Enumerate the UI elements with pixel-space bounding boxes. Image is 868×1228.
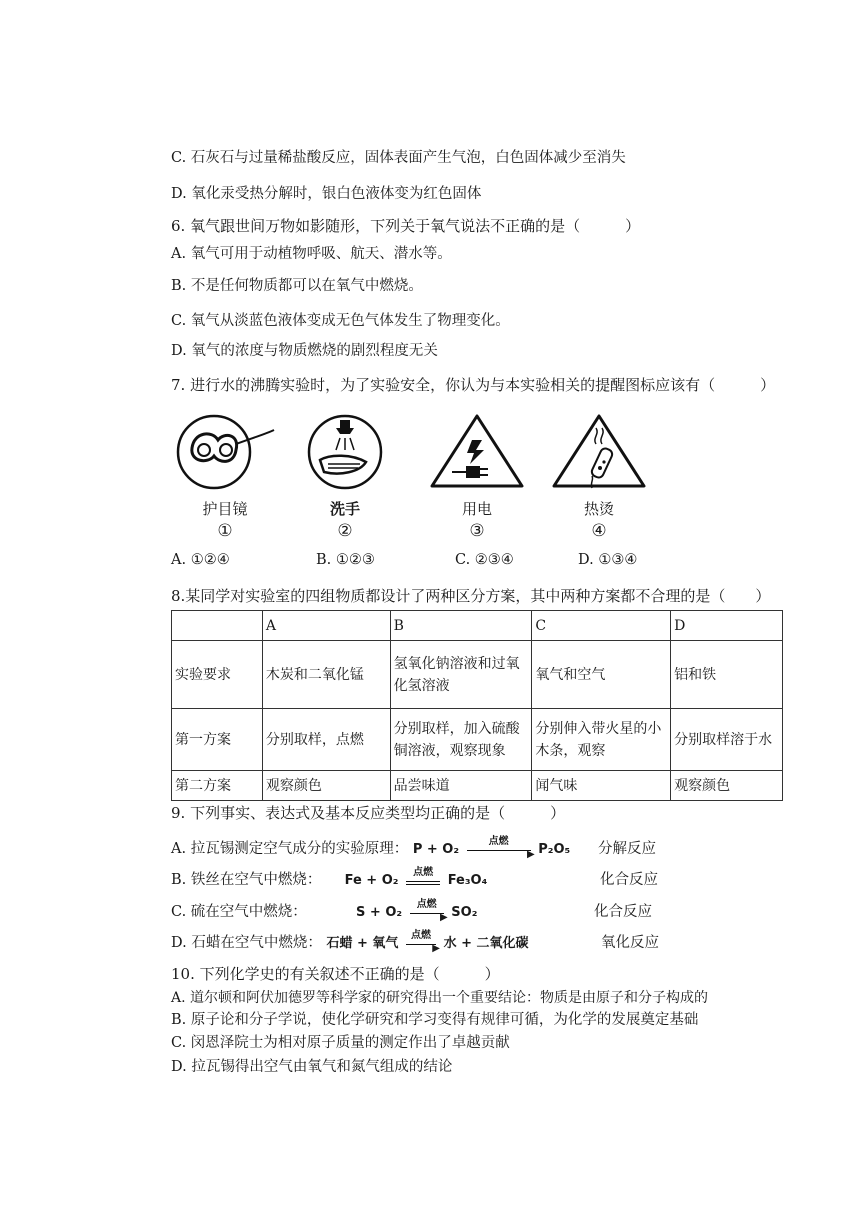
table-cell: 分别伸入带火星的小木条，观察 bbox=[532, 709, 671, 771]
equation-right: 水 + 二氧化碳 bbox=[443, 936, 529, 951]
q7-option-b: B. ①②③ bbox=[316, 552, 375, 568]
q7-icon-4 bbox=[544, 410, 654, 541]
q7-icon-label-4: 热烫 bbox=[583, 500, 614, 518]
equation-right: Fe₃O₄ bbox=[447, 873, 488, 888]
q9-option-d bbox=[171, 930, 529, 954]
q9-option-b bbox=[171, 867, 488, 891]
q9-option-c bbox=[171, 899, 478, 923]
q7-icon-num-4: ④ bbox=[591, 521, 607, 541]
hot-hazard-icon bbox=[544, 410, 654, 492]
q9-option-c-label: C. 硫在空气中燃烧： bbox=[171, 904, 307, 920]
electric-hazard-icon bbox=[422, 410, 532, 492]
table-cell: B bbox=[390, 611, 532, 641]
table-cell: A bbox=[262, 611, 390, 641]
q6-option-b: B. 不是任何物质都可以在氧气中燃烧。 bbox=[171, 278, 423, 294]
q8-table bbox=[171, 610, 783, 801]
equation-left: P + O₂ bbox=[412, 842, 460, 857]
table-cell: 分别取样，加入硫酸铜溶液，观察现象 bbox=[390, 709, 532, 771]
q7-icon-label-1: 护目镜 bbox=[202, 500, 248, 518]
q8-stem: 8.某同学对实验室的四组物质都设计了两种区分方案，其中两种方案都不合理的是（ ） bbox=[171, 587, 771, 605]
q7-option-a: A. ①②④ bbox=[171, 552, 230, 568]
equation-left: Fe + O₂ bbox=[344, 873, 399, 888]
q10-option-b: B. 原子论和分子学说，使化学研究和学习变得有规律可循，为化学的发展奠定基础 bbox=[171, 1012, 699, 1028]
q7-option-d: D. ①③④ bbox=[578, 552, 638, 568]
equation-right: SO₂ bbox=[451, 905, 478, 920]
table-cell: C bbox=[532, 611, 671, 641]
q9-option-d-type: 氧化反应 bbox=[601, 935, 659, 951]
q7-icon-num-3: ③ bbox=[469, 521, 485, 541]
table-cell: 分别取样溶于水 bbox=[671, 709, 783, 771]
q9-stem: 9. 下列事实、表达式及基本反应类型均正确的是（ ） bbox=[171, 804, 566, 822]
handwash-icon bbox=[290, 410, 400, 492]
reaction-arrow: 点燃 ▶ bbox=[467, 842, 531, 856]
table-cell: D bbox=[671, 611, 783, 641]
table-cell: 铝和铁 bbox=[671, 641, 783, 709]
table-cell: 木炭和二氧化锰 bbox=[262, 641, 390, 709]
table-cell: 品尝味道 bbox=[390, 771, 532, 801]
q9-option-a-type: 分解反应 bbox=[598, 841, 656, 857]
q9-option-b-type: 化合反应 bbox=[600, 872, 658, 888]
q9-option-b-label: B. 铁丝在空气中燃烧： bbox=[171, 872, 322, 888]
equation-right: P₂O₅ bbox=[538, 842, 571, 857]
q9-option-c-type: 化合反应 bbox=[594, 904, 652, 920]
q7-icon-label-2: 洗手 bbox=[329, 500, 360, 518]
equation-left: 石蜡 + 氧气 bbox=[326, 936, 399, 951]
q9-option-a bbox=[171, 836, 571, 860]
q10-stem: 10. 下列化学史的有关叙述不正确的是（ ） bbox=[171, 965, 500, 983]
q10-option-c: C. 闵恩泽院士为相对原子质量的测定作出了卓越贡献 bbox=[171, 1035, 510, 1051]
table-cell: 实验要求 bbox=[172, 641, 263, 709]
reaction-condition: 点燃 bbox=[488, 836, 509, 847]
q7-icon-3 bbox=[422, 410, 532, 541]
q6-option-c: C. 氧气从淡蓝色液体变成无色气体发生了物理变化。 bbox=[171, 313, 510, 329]
table-cell: 观察颜色 bbox=[262, 771, 390, 801]
table-cell: 观察颜色 bbox=[671, 771, 783, 801]
reaction-condition: 点燃 bbox=[413, 867, 434, 878]
q7-icon-label-3: 用电 bbox=[461, 500, 492, 518]
reaction-arrow: 点燃 ▶ bbox=[410, 905, 444, 919]
q7-stem: 7. 进行水的沸腾实验时，为了实验安全，你认为与本实验相关的提醒图标应该有（ ） bbox=[171, 376, 776, 394]
equation-left: S + O₂ bbox=[356, 905, 403, 920]
reaction-arrow: 点燃 ▶ bbox=[406, 936, 436, 950]
q9-option-d-label: D. 石蜡在空气中燃烧： bbox=[171, 935, 322, 951]
q10-option-a: A. 道尔顿和阿伏加德罗等科学家的研究得出一个重要结论：物质是由原子和分子构成的 bbox=[171, 990, 709, 1006]
q7-icon-1 bbox=[170, 410, 280, 541]
table-cell: 氧气和空气 bbox=[532, 641, 671, 709]
q10-option-d: D. 拉瓦锡得出空气由氧气和氮气组成的结论 bbox=[171, 1059, 453, 1075]
q6-option-a: A. 氧气可用于动植物呼吸、航天、潜水等。 bbox=[171, 246, 452, 262]
table-cell: 闻气味 bbox=[532, 771, 671, 801]
table-cell bbox=[172, 611, 263, 641]
q7-icon-2 bbox=[290, 410, 400, 541]
table-cell: 第二方案 bbox=[172, 771, 263, 801]
table-cell: 第一方案 bbox=[172, 709, 263, 771]
table-row bbox=[172, 641, 783, 709]
q7-icon-num-1: ① bbox=[217, 521, 233, 541]
reaction-condition: 点燃 bbox=[411, 930, 431, 941]
table-row bbox=[172, 709, 783, 771]
q7-option-c: C. ②③④ bbox=[455, 552, 514, 568]
q9-option-a-label: A. 拉瓦锡测定空气成分的实验原理： bbox=[171, 841, 409, 857]
q6-stem: 6. 氧气跟世间万物如影随形，下列关于氧气说法不正确的是（ ） bbox=[171, 217, 641, 235]
table-cell: 氢氧化钠溶液和过氧化氢溶液 bbox=[390, 641, 532, 709]
table-cell: 分别取样，点燃 bbox=[262, 709, 390, 771]
q5-option-c: C. 石灰石与过量稀盐酸反应，固体表面产生气泡，白色固体减少至消失 bbox=[171, 150, 626, 166]
q5-option-d: D. 氧化汞受热分解时，银白色液体变为红色固体 bbox=[171, 186, 482, 202]
goggles-icon bbox=[170, 410, 280, 492]
q7-icon-num-2: ② bbox=[337, 521, 353, 541]
table-row bbox=[172, 771, 783, 801]
reaction-condition: 点燃 bbox=[416, 899, 437, 910]
table-header-row bbox=[172, 611, 783, 641]
q6-option-d: D. 氧气的浓度与物质燃烧的剧烈程度无关 bbox=[171, 343, 438, 359]
reaction-arrow bbox=[406, 867, 440, 887]
